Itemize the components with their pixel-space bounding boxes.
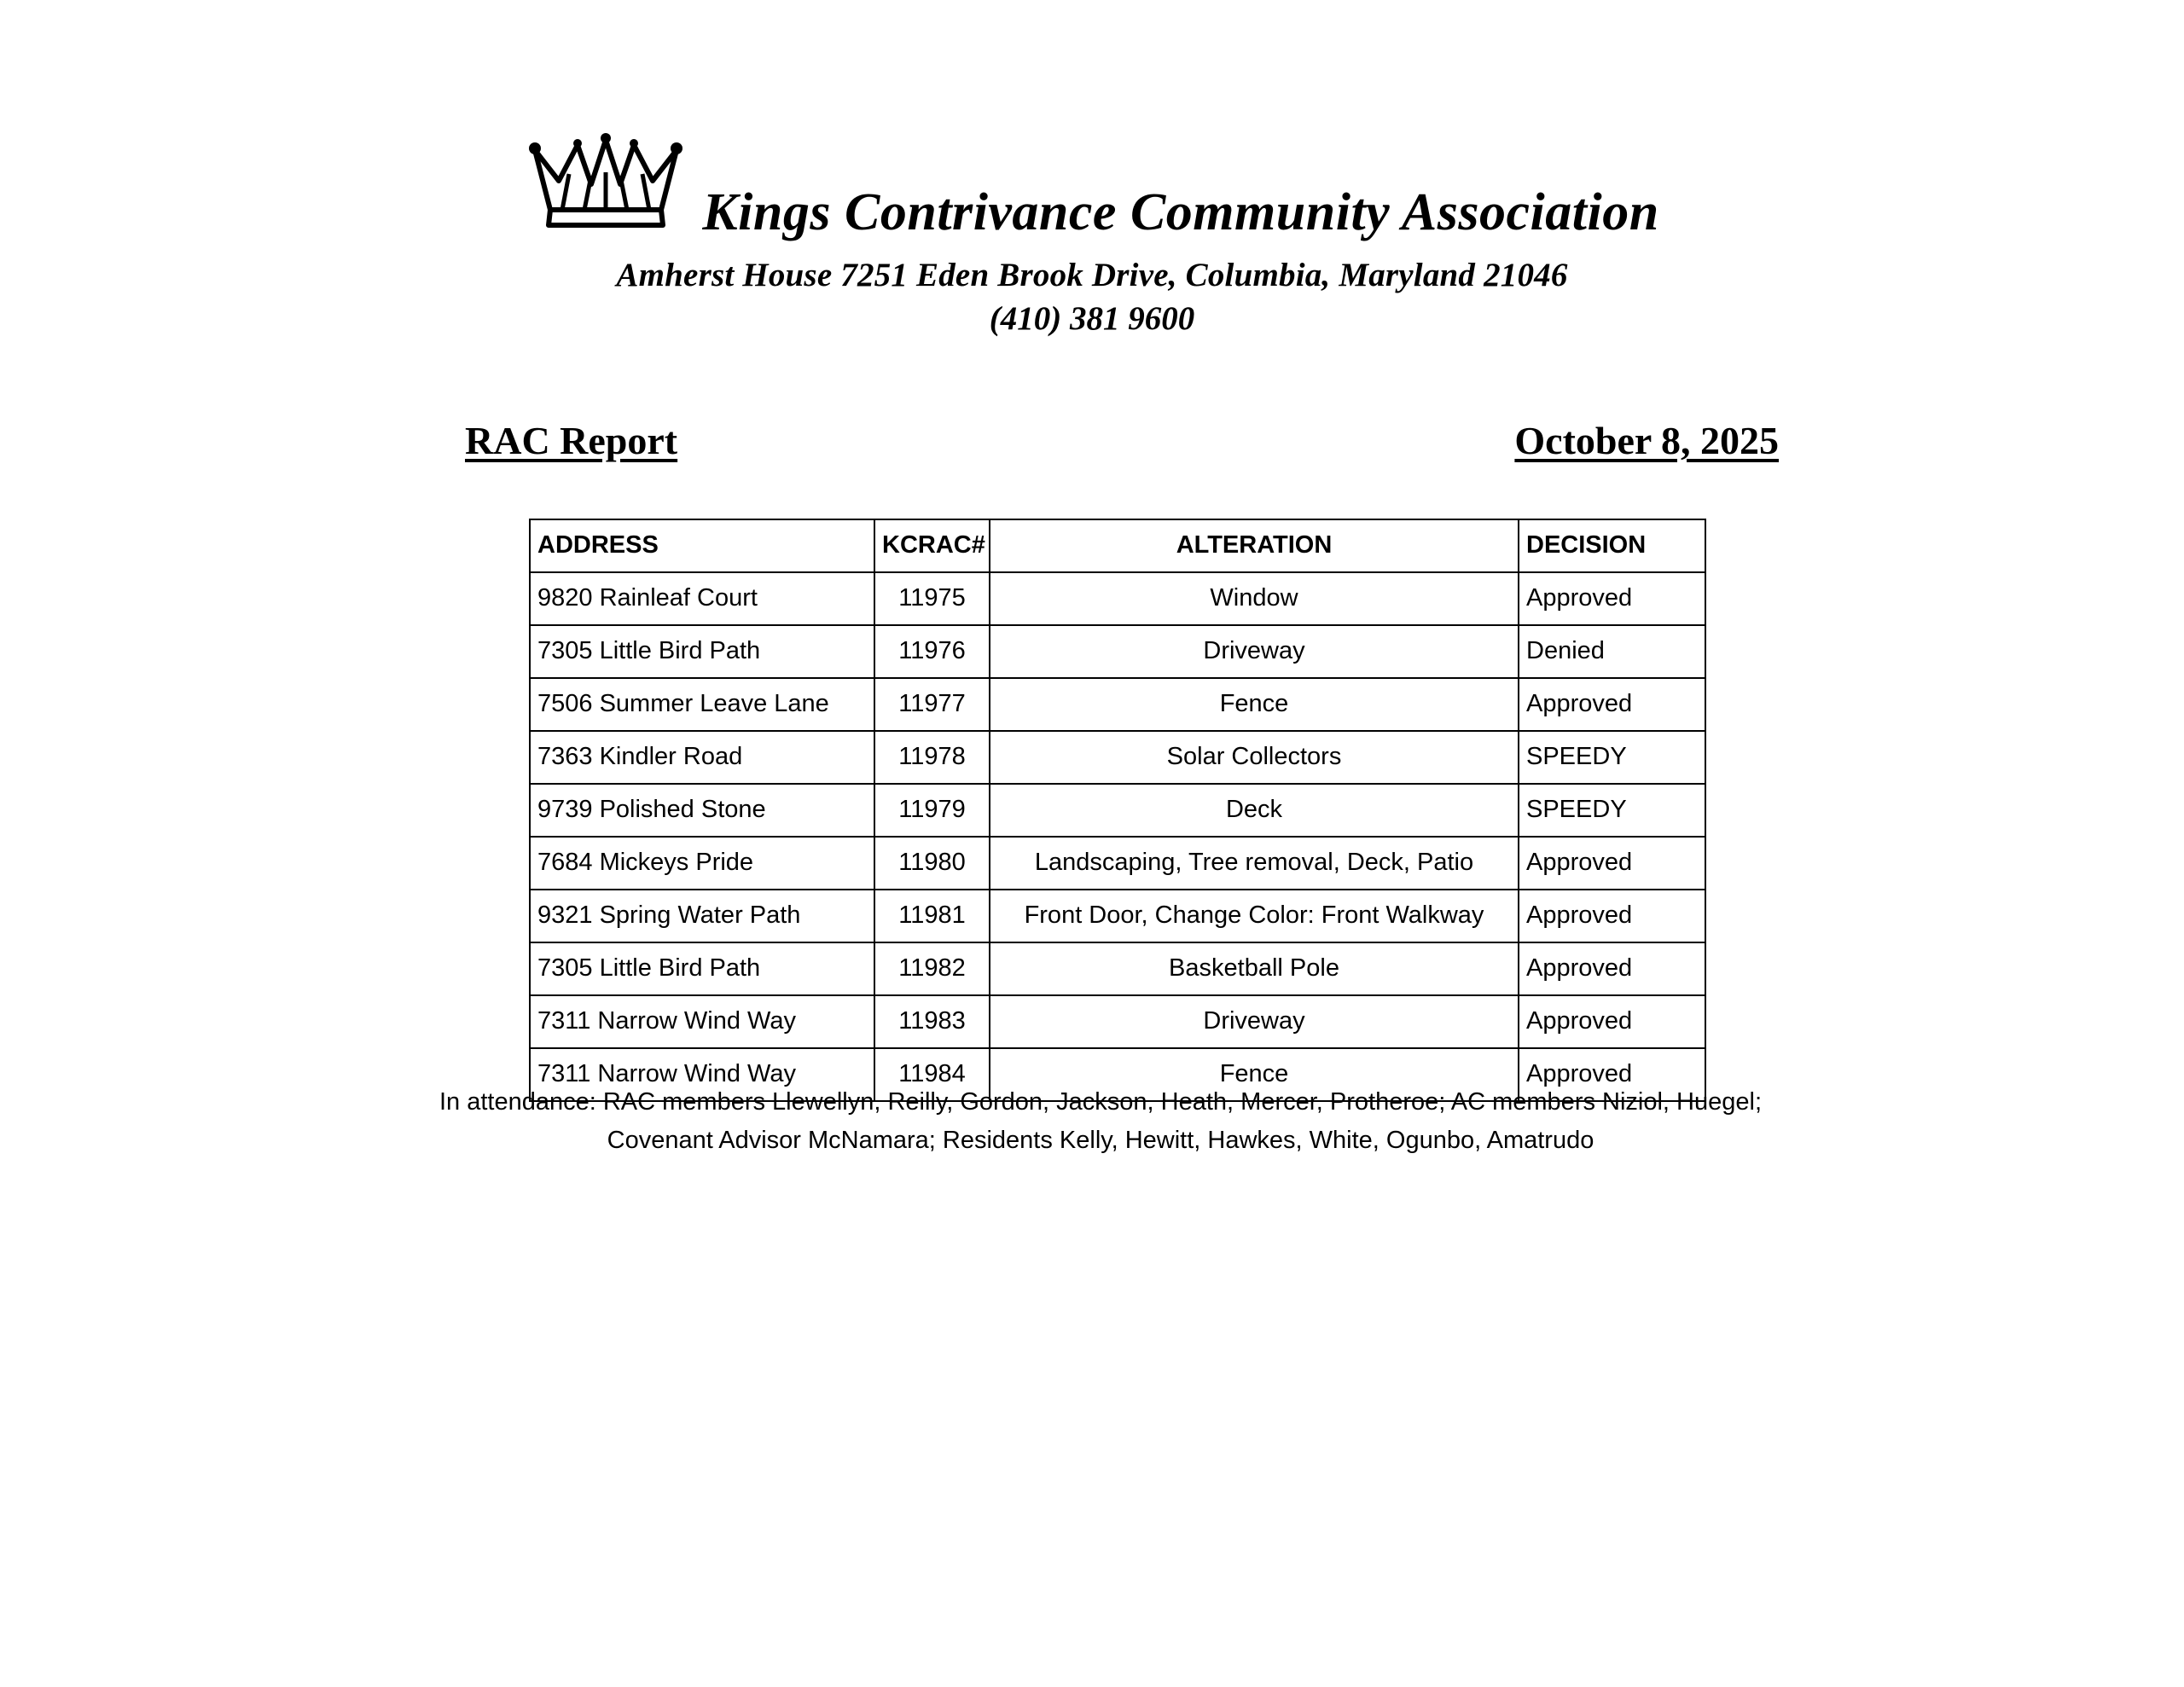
- table-row: [530, 942, 1705, 995]
- table-row: [530, 572, 1705, 625]
- report-title-row: [465, 418, 1779, 463]
- cell-alteration: Solar Collectors: [990, 731, 1519, 784]
- attendance-line-2: Covenant Advisor McNamara; Residents Kelly, Hewitt, Hawkes, White, Ogunbo, Amatrudo: [607, 1126, 1594, 1154]
- cell-alteration: Fence: [990, 678, 1519, 731]
- cell-decision: Approved: [1519, 678, 1705, 731]
- cell-alteration: Landscaping, Tree removal, Deck, Patio: [990, 837, 1519, 890]
- cell-address: 7305 Little Bird Path: [530, 942, 874, 995]
- cell-address: 7363 Kindler Road: [530, 731, 874, 784]
- cell-address: 7506 Summer Leave Lane: [530, 678, 874, 731]
- cell-decision: SPEEDY: [1519, 784, 1705, 837]
- cell-decision: Approved: [1519, 995, 1705, 1048]
- page-title: RAC Report: [465, 419, 678, 462]
- cell-decision: Approved: [1519, 890, 1705, 942]
- cell-kcrac: 11981: [874, 890, 990, 942]
- table-row: [530, 837, 1705, 890]
- rac-report-table-container: [529, 519, 1705, 1102]
- table-row: [530, 678, 1705, 731]
- cell-address: 7305 Little Bird Path: [530, 625, 874, 678]
- cell-alteration: Driveway: [990, 625, 1519, 678]
- table-row: [530, 625, 1705, 678]
- crown-icon: [525, 128, 687, 239]
- cell-alteration: Window: [990, 572, 1519, 625]
- cell-kcrac: 11983: [874, 995, 990, 1048]
- cell-alteration: Fence: [990, 1048, 1519, 1101]
- cell-alteration: Deck: [990, 784, 1519, 837]
- cell-address: 7684 Mickeys Pride: [530, 837, 874, 890]
- cell-alteration: Front Door, Change Color: Front Walkway: [990, 890, 1519, 942]
- cell-address: 7311 Narrow Wind Way: [530, 1048, 874, 1101]
- rac-report-table: [529, 519, 1706, 1102]
- attendance-note: [367, 1083, 1834, 1160]
- cell-kcrac: 11980: [874, 837, 990, 890]
- cell-kcrac: 11979: [874, 784, 990, 837]
- cell-kcrac: 11978: [874, 731, 990, 784]
- cell-alteration: Driveway: [990, 995, 1519, 1048]
- cell-decision: Denied: [1519, 625, 1705, 678]
- organization-title-line: [0, 128, 2184, 244]
- table-header-row: [530, 519, 1705, 572]
- table-row: [530, 890, 1705, 942]
- cell-address: 9820 Rainleaf Court: [530, 572, 874, 625]
- cell-address: 9321 Spring Water Path: [530, 890, 874, 942]
- cell-kcrac: 11984: [874, 1048, 990, 1101]
- table-row: [530, 784, 1705, 837]
- cell-kcrac: 11976: [874, 625, 990, 678]
- column-header-kcrac: KCRAC#: [874, 519, 990, 572]
- organization-address: Amherst House 7251 Eden Brook Drive, Columbia, Maryland 21046: [616, 257, 1568, 293]
- cell-address: 7311 Narrow Wind Way: [530, 995, 874, 1048]
- table-row: [530, 995, 1705, 1048]
- cell-decision: Approved: [1519, 942, 1705, 995]
- cell-kcrac: 11975: [874, 572, 990, 625]
- organization-name: Kings Contrivance Community Association: [702, 183, 1659, 241]
- document-header: [0, 128, 2184, 338]
- organization-phone: (410) 381 9600: [989, 300, 1195, 337]
- column-header-decision: DECISION: [1519, 519, 1705, 572]
- cell-decision: Approved: [1519, 837, 1705, 890]
- cell-address: 9739 Polished Stone: [530, 784, 874, 837]
- cell-decision: Approved: [1519, 572, 1705, 625]
- attendance-line-1: In attendance: RAC members Llewellyn, Reilly, Gordon, Jackson, Heath, Mercer, Protheroe; AC members Niziol, Huegel;: [439, 1088, 1762, 1116]
- cell-kcrac: 11977: [874, 678, 990, 731]
- table-row: [530, 731, 1705, 784]
- report-date: October 8, 2025: [1514, 419, 1779, 462]
- column-header-alteration: ALTERATION: [990, 519, 1519, 572]
- cell-kcrac: 11982: [874, 942, 990, 995]
- cell-alteration: Basketball Pole: [990, 942, 1519, 995]
- column-header-address: ADDRESS: [530, 519, 874, 572]
- cell-decision: SPEEDY: [1519, 731, 1705, 784]
- cell-decision: Approved: [1519, 1048, 1705, 1101]
